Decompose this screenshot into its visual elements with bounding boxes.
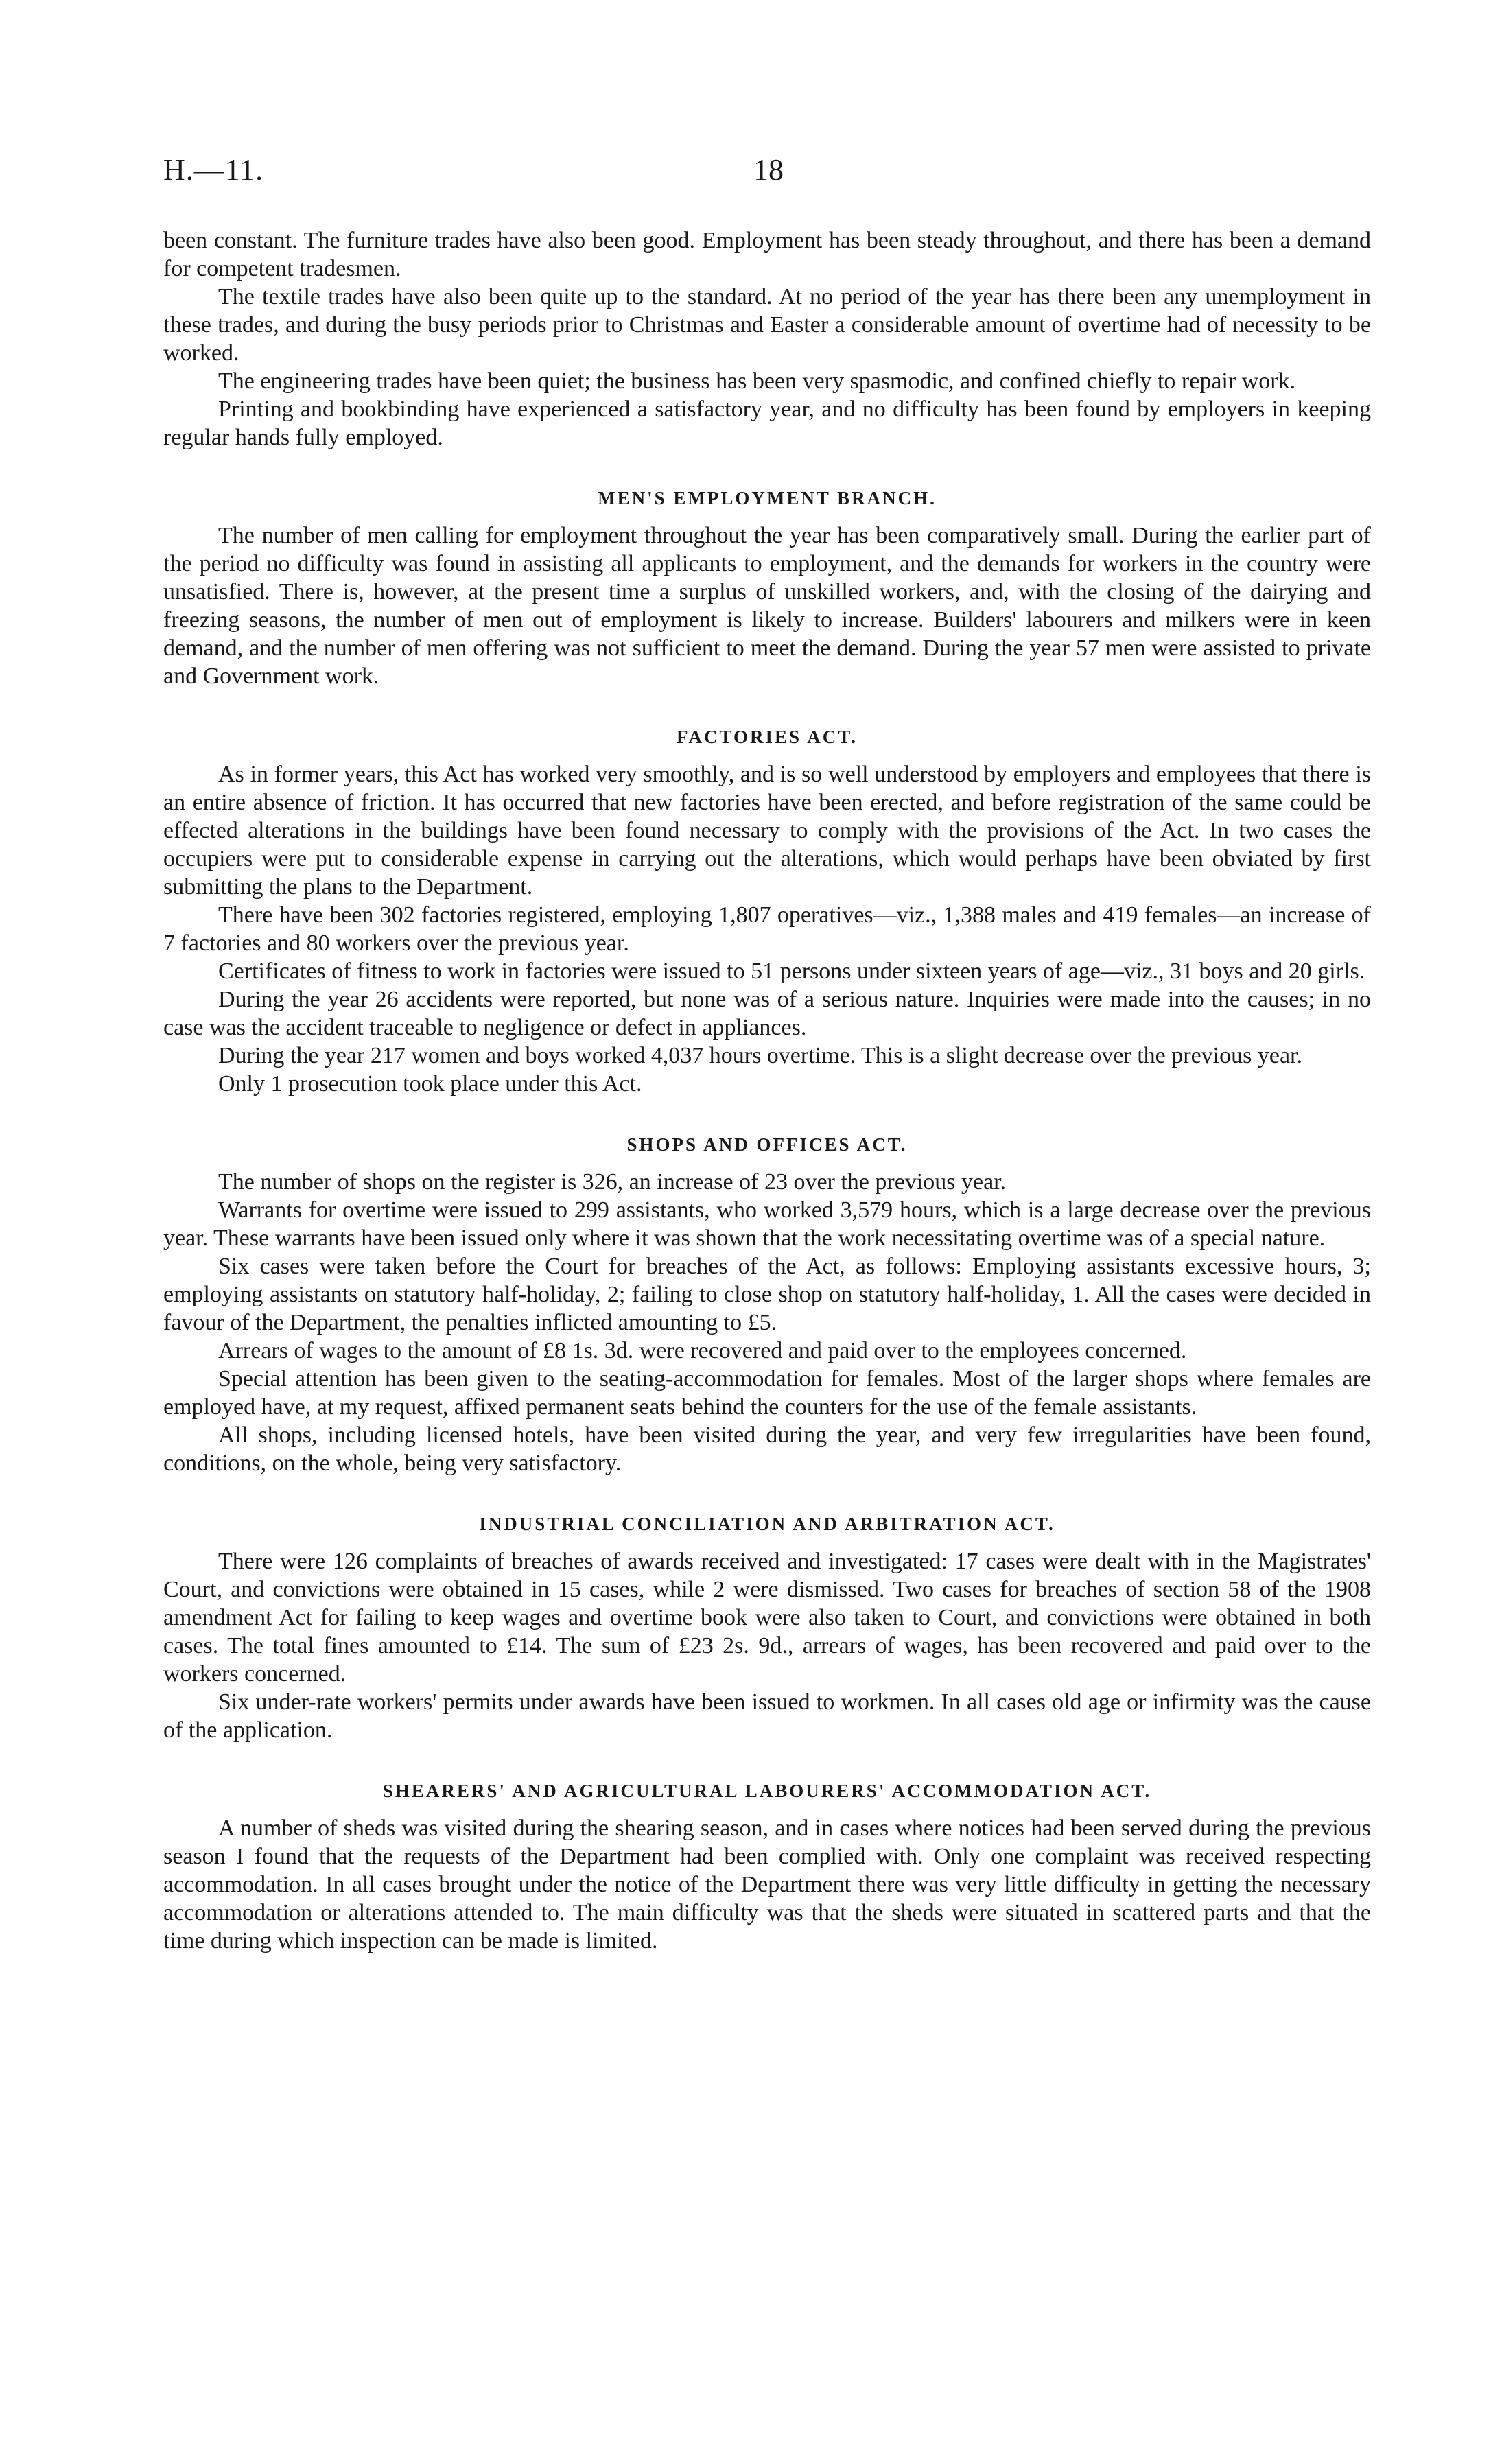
paragraph: Six cases were taken before the Court for breaches of the Act, as follows: Employing assistants excessive hours, 3; employing assistants on statutory half-holiday, 2; failing to close shop on statutory half-holiday, 1. All the cases were decided in favour of the Department, the penalties inflicted amounting to £5. <box>163 1254 1371 1335</box>
paragraph: The textile trades have also been quite up to the standard. At no period of the year has there been any unemployment in these trades, and during the busy periods prior to Christmas and Easter a considerable amount of overtime had of necessity to be worked. <box>163 284 1371 366</box>
industrial-conciliation-section <box>163 1510 1371 1744</box>
page-body <box>163 226 1371 1955</box>
paragraph: The number of men calling for employment throughout the year has been comparatively small. During the earlier part of the period no difficulty was found in assisting all applicants to employment, and the demands for workers in the country were unsatisfied. There is, however, at the present time a surplus of unskilled workers, and, with the closing of the dairying and freezing seasons, the number of men out of employment is likely to increase. Builders' labourers and milkers were in keen demand, and the number of men offering was not sufficient to meet the demand. During the year 57 men were assisted to private and Government work. <box>163 523 1371 689</box>
section-heading: SHOPS AND OFFICES ACT. <box>626 1134 908 1155</box>
paragraph: A number of sheds was visited during the shearing season, and in cases where notices had been served during the previous season I found that the requests of the Department had been complied with. Only one complaint was received respecting accommodation. In all cases brought under the notice of the Department there was very little difficulty in getting the necessary accommodation or alterations attended to. The main difficulty was that the sheds were situated in scattered parts and that the time during which inspection can be made is limited. <box>163 1816 1371 1953</box>
section-heading: SHEARERS' AND AGRICULTURAL LABOURERS' ACCOMMODATION ACT. <box>382 1781 1152 1801</box>
section-heading: MEN'S EMPLOYMENT BRANCH. <box>598 488 937 508</box>
paragraph: Certificates of fitness to work in factories were issued to 51 persons under sixteen years of age—viz., 31 boys and 20 girls. <box>218 959 1365 984</box>
paragraph: During the year 217 women and boys worked 4,037 hours overtime. This is a slight decrease over the previous year. <box>218 1043 1302 1068</box>
mens-employment-section <box>163 484 1371 690</box>
factories-act-section <box>163 723 1371 1098</box>
shops-offices-act-section <box>163 1131 1371 1477</box>
page-header <box>163 152 1371 200</box>
paragraph: Only 1 prosecution took place under this Act. <box>218 1071 642 1096</box>
document-reference: H.—11. <box>163 153 264 187</box>
section-heading: FACTORIES ACT. <box>676 727 858 747</box>
paragraph: As in former years, this Act has worked very smoothly, and is so well understood by employers and employees that there is an entire absence of friction. It has occurred that new factories have been erected, and before registration of the same could be effected alterations in the buildings have been found necessary to comply with the provisions of the Act. In two cases the occupiers were put to considerable expense in carrying out the alterations, which would perhaps have been obviated by first submitting the plans to the Department. <box>163 762 1371 900</box>
paragraph: Six under-rate workers' permits under awards have been issued to workmen. In all cases old age or infirmity was the cause of the application. <box>163 1689 1371 1743</box>
paragraph: Arrears of wages to the amount of £8 1s. 3d. were recovered and paid over to the employees concerned. <box>218 1338 1187 1363</box>
paragraph: Special attention has been given to the seating-accommodation for females. Most of the larger shops where females are employed have, at my request, affixed permanent seats behind the counters for the use of the female assistants. <box>163 1366 1371 1420</box>
page-number: 18 <box>753 153 784 187</box>
shearers-accommodation-section <box>163 1777 1371 1955</box>
paragraph: All shops, including licensed hotels, have been visited during the year, and very few irregularities have been found, conditions, on the whole, being very satisfactory. <box>163 1422 1371 1476</box>
paragraph: The number of shops on the register is 326, an increase of 23 over the previous year. <box>218 1169 1007 1195</box>
intro-section <box>163 226 1371 451</box>
paragraph: There were 126 complaints of breaches of awards received and investigated: 17 cases were dealt with in the Magistrates' Court, and convictions were obtained in 15 cases, while 2 were dismissed. Two cases for breaches of section 58 of the 1908 amendment Act for failing to keep wages and overtime book were also taken to Court, and convictions were obtained in both cases. The total fines amounted to £14. The sum of £23 2s. 9d., arrears of wages, has been recovered and paid over to the workers concerned. <box>163 1549 1371 1687</box>
paragraph: During the year 26 accidents were reported, but none was of a serious nature. Inquiries were made into the causes; in no case was the accident traceable to negligence or defect in appliances. <box>163 987 1371 1040</box>
paragraph: The engineering trades have been quiet; the business has been very spasmodic, and confined chiefly to repair work. <box>218 368 1296 394</box>
paragraph: been constant. The furniture trades have also been good. Employment has been steady throughout, and there has been a demand for competent tradesmen. <box>163 228 1371 281</box>
paragraph: There have been 302 factories registered, employing 1,807 operatives—viz., 1,388 males and 419 females—an increase of 7 factories and 80 workers over the previous year. <box>163 902 1371 956</box>
section-heading: INDUSTRIAL CONCILIATION AND ARBITRATION ACT. <box>479 1514 1055 1534</box>
paragraph: Warrants for overtime were issued to 299 assistants, who worked 3,579 hours, which is a large decrease over the previous year. These warrants have been issued only where it was shown that the work necessitating overtime was of a special nature. <box>163 1197 1371 1251</box>
paragraph: Printing and bookbinding have experienced a satisfactory year, and no difficulty has been found by employers in keeping regular hands fully employed. <box>163 397 1371 450</box>
